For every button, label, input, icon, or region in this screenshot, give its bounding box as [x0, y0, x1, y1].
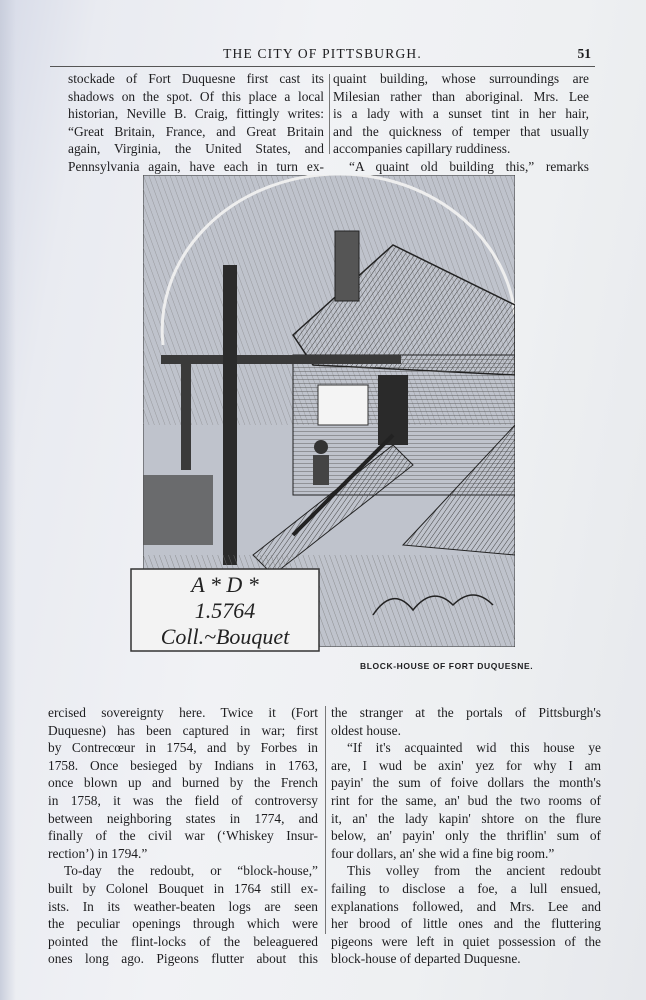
date-stone: [130, 568, 320, 652]
text-line: ones long ago. Pigeons flutter about this: [48, 951, 318, 967]
text-line: built by Colonel Bouquet in 1764 still ex-: [48, 880, 318, 896]
text-line: are, I wud be axin' yez for why I am: [331, 757, 601, 773]
page-binding-shadow: [0, 0, 16, 1000]
text-line: This volley from the ancient redoubt: [347, 863, 601, 879]
text-line: shadows on the spot. Of this place a local: [68, 88, 324, 104]
stone-text-line1: A * D *: [191, 572, 259, 597]
text-line: block-house of departed Duquesne.: [331, 951, 521, 967]
text-line: stockade of Fort Duquesne first cast its: [68, 71, 324, 86]
text-line: is a lady with a sunset tint in her hair,: [333, 106, 589, 122]
text-line: the stranger at the portals of Pittsburgh's: [331, 705, 601, 720]
text-line: accompanies capillary ruddiness.: [333, 141, 511, 157]
stone-text-line3: Coll.~Bouquet: [160, 624, 290, 649]
text-line: and the quickness of temper that usually: [333, 123, 589, 139]
text-line: quaint building, whose surroundings are: [333, 71, 589, 86]
text-line: in 1758, it was the field of controversy: [48, 792, 318, 808]
text-line: below, an' payin' only the thriflin' sum of: [331, 828, 601, 844]
text-line: ists. In its weather-beaten logs are seen: [48, 898, 318, 914]
text-line: failing to disclose a foe, a lull ensued,: [331, 880, 601, 896]
column-rule-bottom: [325, 706, 326, 934]
stone-text-line2: 1.5764: [194, 598, 256, 623]
text-line: “Great Britain, France, and Great Britain: [68, 123, 324, 139]
bottom-left-column: [48, 704, 318, 968]
illustration-caption: BLOCK-HOUSE OF FORT DUQUESNE.: [360, 661, 534, 671]
text-line: the peculiar openings through which were: [48, 916, 318, 932]
text-line: historian, Neville B. Craig, fittingly writes:: [68, 106, 324, 122]
text-line: Pennsylvania again, have each in turn ex-: [68, 158, 324, 174]
text-line: payin' the sum of foive dollars the month's: [331, 775, 601, 791]
text-line: explanations followed, and Mrs. Lee and: [331, 898, 601, 914]
text-line: it, an' the lady kapin' shtore on the flure: [331, 810, 601, 826]
running-title: THE CITY OF PITTSBURGH.: [223, 46, 422, 61]
text-line: oldest house.: [331, 722, 401, 738]
text-line: once blown up and burned by the French: [48, 775, 318, 791]
text-line: “If it's acquainted wid this house ye: [347, 740, 601, 756]
bottom-right-column: [331, 704, 601, 968]
text-line: by Contrecœur in 1754, and by Forbes in: [48, 740, 318, 756]
text-line: Duquesne) has been captured in war; first: [48, 722, 318, 738]
running-header: [50, 46, 595, 67]
text-line: 1758. Once besieged by Indians in 1763,: [48, 757, 318, 773]
text-line: To-day the redoubt, or “block-house,”: [64, 863, 318, 879]
text-line: finally of the civil war (‘Whiskey Insur-: [48, 828, 318, 844]
text-line: her brood of little ones and the fluttering: [331, 916, 601, 932]
text-line: “A quaint old building this,” remarks: [349, 158, 589, 174]
column-rule-top: [329, 74, 330, 154]
top-left-column: [68, 70, 324, 176]
top-right-column: [333, 70, 589, 176]
text-line: four dollars, an' she wid a fine big room.”: [331, 845, 555, 861]
page-number: 51: [577, 46, 591, 61]
text-line: rint for the same, an' bud the two rooms of: [331, 792, 601, 808]
text-line: rection’) in 1794.”: [48, 845, 148, 861]
text-line: ercised sovereignty here. Twice it (Fort: [48, 705, 318, 720]
text-line: Milesian rather than aboriginal. Mrs. Lee: [333, 88, 589, 104]
text-line: pointed the flint-locks of the beleaguered: [48, 933, 318, 949]
text-line: between neighboring states in 1774, and: [48, 810, 318, 826]
text-line: again, Virginia, the United States, and: [68, 141, 324, 157]
text-line: pigeons were left in quiet possession of the: [331, 933, 601, 949]
